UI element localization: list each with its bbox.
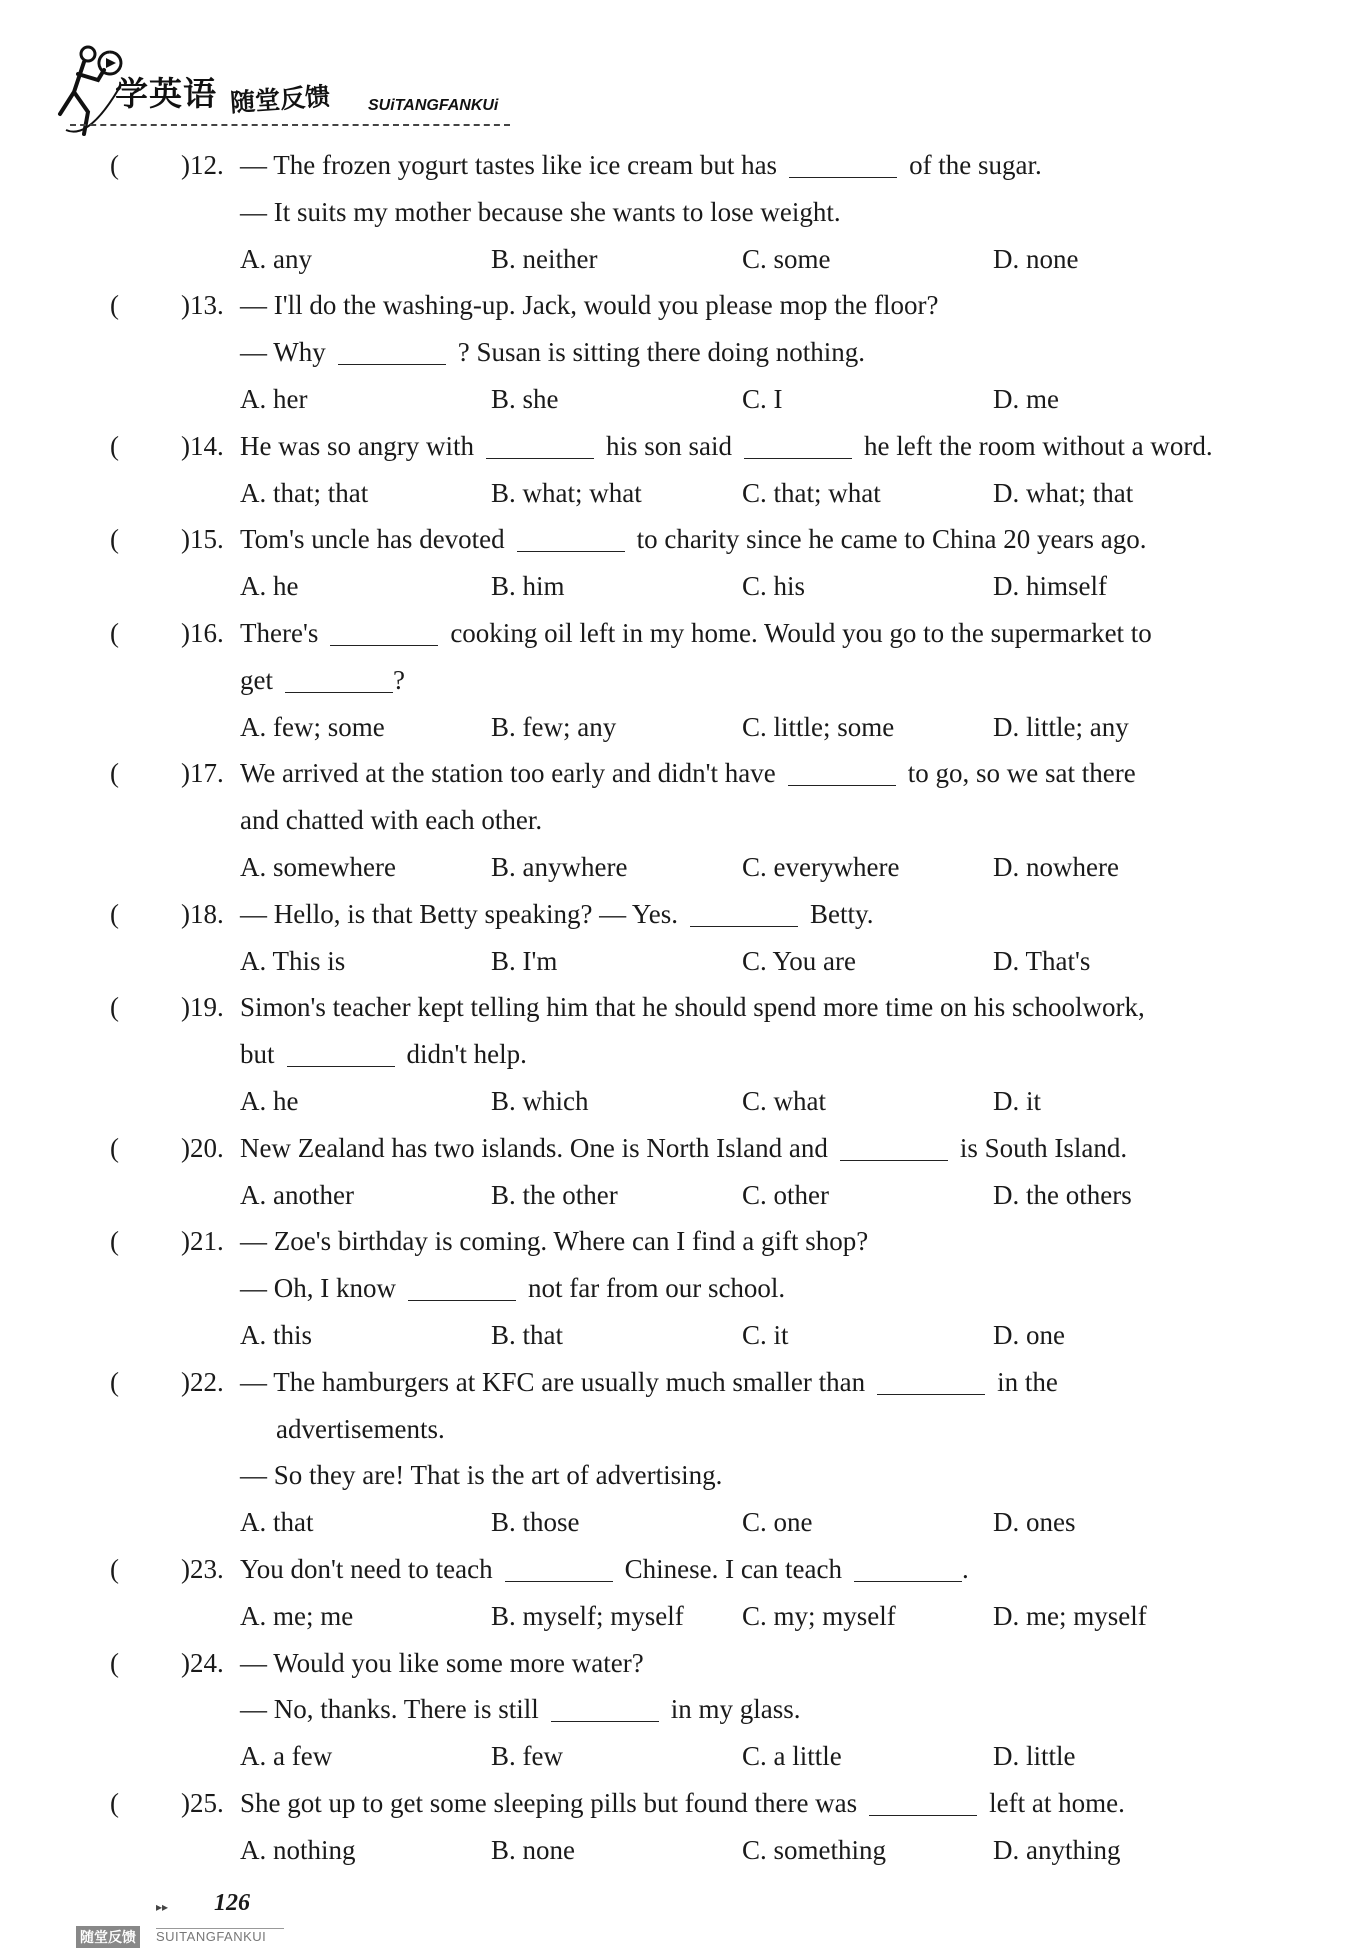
question-text — [240, 142, 1255, 189]
answer-option: D. little — [993, 1741, 1076, 1772]
answer-bracket-open: ( — [110, 898, 119, 929]
question-item — [0, 142, 1350, 282]
stem-text: and chatted with each other. — [240, 805, 543, 836]
answer-blank — [840, 1130, 948, 1161]
stem-text: to go, so we sat there — [907, 758, 1136, 789]
question-item — [0, 891, 1350, 985]
answer-option: C. a little — [742, 1741, 842, 1772]
answer-bracket-open: ( — [110, 1366, 119, 1397]
answer-option: B. she — [491, 383, 559, 414]
answer-option: D. it — [993, 1085, 1042, 1116]
question-line — [0, 984, 1350, 1031]
answer-option: D. me — [993, 383, 1059, 414]
stem-text: get — [240, 664, 273, 695]
answer-option: B. which — [491, 1085, 589, 1116]
question-text — [240, 282, 1255, 329]
answer-option: C. everywhere — [742, 851, 900, 882]
question-number: )20. — [181, 1132, 224, 1163]
answer-option: A. he — [240, 571, 299, 602]
stem-text: left at home. — [989, 1787, 1125, 1818]
question-number: )16. — [181, 617, 224, 648]
options-row — [0, 470, 1350, 517]
stem-text: didn't help. — [406, 1039, 527, 1070]
stem-text: He was so angry with — [240, 430, 474, 461]
answer-option: A. that; that — [240, 477, 369, 508]
answer-option: C. little; some — [742, 711, 895, 742]
answer-option: B. few — [491, 1741, 563, 1772]
stem-text: — It suits my mother because she wants to lose weight. — [240, 196, 841, 227]
options-row — [0, 1593, 1350, 1640]
stem-text: his son said — [605, 430, 732, 461]
answer-blank — [408, 1270, 516, 1301]
answer-option: B. few; any — [491, 711, 617, 742]
answer-option: C. I — [742, 383, 783, 414]
footer-tag: 随堂反馈 — [76, 1926, 140, 1948]
answer-bracket-open: ( — [110, 290, 119, 321]
answer-blank — [287, 1036, 395, 1067]
stem-text: he left the room without a word. — [863, 430, 1213, 461]
stem-text: — Zoe's birthday is coming. Where can I find a gift shop? — [240, 1226, 869, 1257]
answer-blank — [330, 615, 438, 646]
stem-text: but — [240, 1039, 275, 1070]
stem-text: cooking oil left in my home. Would you go to the supermarket to — [450, 617, 1152, 648]
options-row — [0, 1312, 1350, 1359]
answer-blank — [744, 428, 852, 459]
options-row — [0, 1078, 1350, 1125]
answer-option: B. the other — [491, 1179, 618, 1210]
stem-text: to charity since he came to China 20 years ago. — [636, 524, 1147, 555]
answer-blank — [690, 896, 798, 927]
answer-option: A. any — [240, 243, 312, 274]
question-line — [0, 1406, 1350, 1453]
answer-option: D. one — [993, 1319, 1065, 1350]
answer-option: B. none — [491, 1834, 575, 1865]
answer-option: A. that — [240, 1507, 314, 1538]
stem-text: We arrived at the station too early and didn't have — [240, 758, 776, 789]
answer-option: C. that; what — [742, 477, 881, 508]
options-row — [0, 376, 1350, 423]
stem-text: in my glass. — [670, 1694, 801, 1725]
question-text — [240, 1780, 1255, 1827]
question-text — [240, 1031, 1255, 1078]
question-item — [0, 984, 1350, 1124]
stem-text: She got up to get some sleeping pills but found there was — [240, 1787, 858, 1818]
stem-text: There's — [240, 617, 319, 648]
stem-text: You don't need to teach — [240, 1553, 493, 1584]
answer-bracket-open: ( — [110, 992, 119, 1023]
answer-option: A. nothing — [240, 1834, 356, 1865]
options-row — [0, 1827, 1350, 1874]
question-text — [240, 423, 1255, 470]
options-row — [0, 938, 1350, 985]
page-number: 126 — [214, 1890, 250, 1916]
stem-text: Chinese. I can teach — [624, 1553, 842, 1584]
question-number: )13. — [181, 290, 224, 321]
answer-option: A. another — [240, 1179, 354, 1210]
question-line — [0, 423, 1350, 470]
answer-option: A. somewhere — [240, 851, 396, 882]
question-text — [240, 1546, 1255, 1593]
answer-bracket-open: ( — [110, 524, 119, 555]
answer-option: C. what — [742, 1085, 826, 1116]
question-number: )18. — [181, 898, 224, 929]
question-text — [276, 1406, 1255, 1453]
answer-bracket-open: ( — [110, 1787, 119, 1818]
answer-blank — [854, 1551, 962, 1582]
page-header — [40, 28, 600, 138]
stem-text: — The hamburgers at KFC are usually much smaller than — [240, 1366, 866, 1397]
answer-option: C. my; myself — [742, 1600, 896, 1631]
stem-text: advertisements. — [276, 1413, 445, 1444]
options-row — [0, 704, 1350, 751]
question-text — [240, 1452, 1255, 1499]
answer-option: B. him — [491, 571, 565, 602]
answer-blank — [285, 662, 393, 693]
question-line — [0, 610, 1350, 657]
stem-text: — I'll do the washing-up. Jack, would you please mop the floor? — [240, 290, 939, 321]
answer-option: B. anywhere — [491, 851, 628, 882]
answer-option: D. ones — [993, 1507, 1076, 1538]
answer-blank — [486, 428, 594, 459]
answer-option: D. anything — [993, 1834, 1121, 1865]
question-number: )19. — [181, 992, 224, 1023]
page-footer — [74, 1890, 314, 1950]
stem-text: of the sugar. — [909, 150, 1042, 180]
question-number: )22. — [181, 1366, 224, 1397]
question-text — [240, 657, 1255, 704]
options-row — [0, 563, 1350, 610]
answer-blank — [869, 1785, 977, 1816]
question-line — [0, 891, 1350, 938]
stem-text: in the — [997, 1366, 1058, 1397]
question-text — [240, 1359, 1255, 1406]
footer-tag-latin: SUITANGFANKUI — [156, 1928, 284, 1944]
stem-text: New Zealand has two islands. One is North Island and — [240, 1132, 828, 1163]
answer-option: D. the others — [993, 1179, 1132, 1210]
question-number: )25. — [181, 1787, 224, 1818]
answer-option: B. what; what — [491, 477, 642, 508]
stem-text: — Oh, I know — [240, 1273, 396, 1304]
question-line — [0, 1031, 1350, 1078]
question-item — [0, 1546, 1350, 1640]
answer-option: C. one — [742, 1507, 813, 1538]
answer-option: C. some — [742, 243, 831, 274]
question-number: )12. — [181, 150, 224, 180]
answer-bracket-open: ( — [110, 758, 119, 789]
answer-option: A. a few — [240, 1741, 333, 1772]
stem-text: — Why — [240, 337, 326, 368]
answer-option: D. none — [993, 243, 1079, 274]
question-number: )14. — [181, 430, 224, 461]
options-row — [0, 844, 1350, 891]
stem-text: — Would you like some more water? — [240, 1647, 644, 1678]
answer-option: D. little; any — [993, 711, 1129, 742]
answer-option: D. That's — [993, 945, 1091, 976]
answer-bracket-open: ( — [110, 1647, 119, 1678]
answer-blank — [551, 1691, 659, 1722]
answer-bracket-open: ( — [110, 430, 119, 461]
question-text — [240, 797, 1255, 844]
answer-blank — [788, 755, 896, 786]
stem-text: not far from our school. — [528, 1273, 786, 1304]
stem-text: ? Susan is sitting there doing nothing. — [457, 337, 865, 368]
answer-bracket-open: ( — [110, 150, 119, 180]
question-line — [0, 1546, 1350, 1593]
question-line — [0, 1125, 1350, 1172]
question-line — [0, 516, 1350, 563]
answer-bracket-open: ( — [110, 617, 119, 648]
options-row — [0, 1172, 1350, 1219]
question-item — [0, 750, 1350, 890]
question-text — [240, 750, 1255, 797]
options-row — [0, 1733, 1350, 1780]
question-text — [240, 984, 1255, 1031]
answer-option: C. it — [742, 1319, 789, 1350]
question-line — [0, 750, 1350, 797]
answer-option: B. I'm — [491, 945, 558, 976]
question-number: )21. — [181, 1226, 224, 1257]
stem-text: — Hello, is that Betty speaking? — Yes. — [240, 898, 678, 929]
question-number: )24. — [181, 1647, 224, 1678]
answer-option: B. that — [491, 1319, 563, 1350]
answer-option: D. nowhere — [993, 851, 1119, 882]
question-text — [240, 329, 1255, 376]
question-item — [0, 1640, 1350, 1780]
question-item — [0, 282, 1350, 422]
answer-option: D. what; that — [993, 477, 1134, 508]
question-line — [0, 329, 1350, 376]
answer-option: C. other — [742, 1179, 829, 1210]
options-row — [0, 236, 1350, 283]
question-item — [0, 1359, 1350, 1546]
answer-option: A. this — [240, 1319, 313, 1350]
question-line — [0, 1640, 1350, 1687]
answer-option: A. me; me — [240, 1600, 354, 1631]
question-text — [240, 1125, 1255, 1172]
question-line — [0, 1265, 1350, 1312]
question-text — [240, 891, 1255, 938]
answer-option: A. This is — [240, 945, 346, 976]
question-item — [0, 1218, 1350, 1358]
question-item — [0, 610, 1350, 750]
question-text — [240, 1686, 1255, 1733]
question-line — [0, 1218, 1350, 1265]
question-line — [0, 657, 1350, 704]
answer-option: B. myself; myself — [491, 1600, 684, 1631]
stem-text: . — [962, 1553, 969, 1584]
answer-option: A. her — [240, 383, 308, 414]
answer-option: B. those — [491, 1507, 580, 1538]
stem-text: — The frozen yogurt tastes like ice cream but has — [240, 150, 778, 180]
answer-option: A. he — [240, 1085, 299, 1116]
answer-bracket-open: ( — [110, 1226, 119, 1257]
question-number: )23. — [181, 1553, 224, 1584]
answer-bracket-open: ( — [110, 1132, 119, 1163]
question-line — [0, 189, 1350, 236]
answer-option: B. neither — [491, 243, 598, 274]
question-list — [0, 142, 1350, 1873]
question-text — [240, 1640, 1255, 1687]
question-line — [0, 797, 1350, 844]
answer-option: D. himself — [993, 571, 1107, 602]
answer-option: C. his — [742, 571, 806, 602]
stem-text: is South Island. — [959, 1132, 1128, 1163]
answer-blank — [517, 521, 625, 552]
question-item — [0, 516, 1350, 610]
options-row — [0, 1499, 1350, 1546]
answer-option: C. You are — [742, 945, 857, 976]
stem-text: ? — [393, 664, 405, 695]
double-arrow-icon: ▸▸ — [156, 1900, 169, 1914]
question-number: )15. — [181, 524, 224, 555]
stem-text: Tom's uncle has devoted — [240, 524, 505, 555]
answer-blank — [877, 1364, 985, 1395]
answer-blank — [505, 1551, 613, 1582]
question-item — [0, 423, 1350, 517]
answer-bracket-open: ( — [110, 1553, 119, 1584]
question-text — [240, 1265, 1255, 1312]
question-item — [0, 1125, 1350, 1219]
answer-blank — [338, 334, 446, 365]
question-line — [0, 1452, 1350, 1499]
question-text — [240, 1218, 1255, 1265]
brand-latin: SUiTANGFANKUi — [368, 97, 499, 114]
question-number: )17. — [181, 758, 224, 789]
answer-blank — [789, 147, 897, 178]
question-text — [240, 189, 1255, 236]
stem-text: Betty. — [809, 898, 874, 929]
answer-option: C. something — [742, 1834, 887, 1865]
question-line — [0, 1359, 1350, 1406]
question-line — [0, 282, 1350, 329]
question-line — [0, 142, 1350, 189]
question-text — [240, 610, 1255, 657]
question-line — [0, 1686, 1350, 1733]
question-text — [240, 516, 1255, 563]
question-line — [0, 1780, 1350, 1827]
stem-text: — So they are! That is the art of advertising. — [240, 1460, 723, 1491]
stem-text: Simon's teacher kept telling him that he should spend more time on his schoolwork, — [240, 992, 1145, 1023]
question-item — [0, 1780, 1350, 1874]
brand-title: 学英语 — [115, 74, 217, 113]
answer-option: A. few; some — [240, 711, 385, 742]
header-divider — [70, 124, 510, 126]
brand-subtitle: 随堂反馈 — [229, 81, 332, 118]
answer-option: D. me; myself — [993, 1600, 1147, 1631]
stem-text: — No, thanks. There is still — [240, 1694, 539, 1725]
